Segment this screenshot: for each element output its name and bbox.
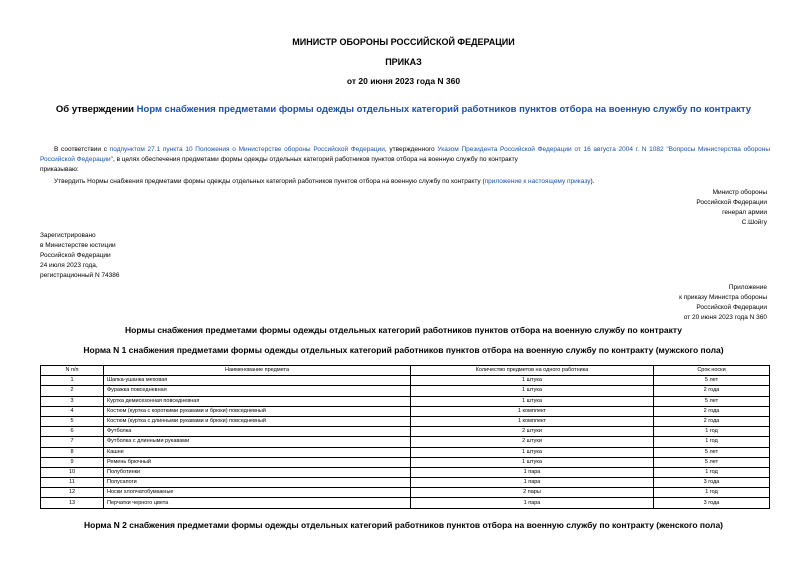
preamble-order-word: приказываю: (40, 166, 79, 173)
table-row (41, 386, 770, 396)
cell-number: 12 (41, 488, 104, 498)
cell-quantity: 1 штука (411, 376, 654, 386)
cell-number: 9 (41, 457, 104, 467)
cell-item: Ремень брючный (104, 457, 411, 467)
cell-term: 3 года (654, 478, 770, 488)
registration-line: Российской Федерации (40, 252, 111, 259)
table-row (41, 427, 770, 437)
doc-title (0, 104, 807, 115)
approve-text-1: Утвердить Нормы снабжения предметами формы одежды отдельных категорий работников пунктов отбора на военную службу по контракту ( (54, 178, 485, 185)
signature-line: С.Шойгу (741, 219, 767, 226)
table-row (41, 437, 770, 447)
ministry-heading: МИНИСТР ОБОРОНЫ РОССИЙСКОЙ ФЕДЕРАЦИИ (292, 37, 515, 47)
registration-line: 24 июля 2023 года, (40, 262, 98, 269)
norms-title: Нормы снабжения предметами формы одежды отдельных категорий работников пунктов отбора на военную службу по контракту (125, 325, 682, 335)
registration-block (40, 231, 120, 281)
registration-line: Зарегистрировано (40, 232, 96, 239)
column-header-number: N п/п (41, 366, 104, 376)
cell-term: 5 лет (654, 396, 770, 406)
cell-quantity: 2 штуки (411, 437, 654, 447)
signature-line: Министр обороны (712, 189, 767, 196)
norm2-title: Норма N 2 снабжения предметами формы одежды отдельных категорий работников пунктов отбора на военную службу по контракту (женского пола) (83, 520, 723, 530)
signature-block (696, 188, 767, 228)
table-row (41, 457, 770, 467)
table-row (41, 447, 770, 457)
cell-quantity: 1 штука (411, 386, 654, 396)
cell-number: 11 (41, 478, 104, 488)
appendix-line: Приложение (728, 284, 767, 291)
cell-term: 5 лет (654, 457, 770, 467)
doc-title-prefix: Об утверждении (55, 104, 137, 115)
table-row (41, 376, 770, 386)
preamble-link-regulation[interactable]: подпунктом 27.1 пункта 10 Положения о Министерстве обороны Российской Федерации (109, 146, 385, 153)
cell-item: Футболка с длинными рукавами (104, 437, 411, 447)
cell-term: 5 лет (654, 376, 770, 386)
preamble-text-1: В соответствии с (54, 146, 110, 153)
cell-number: 8 (41, 447, 104, 457)
cell-item: Полусапоги (104, 478, 411, 488)
cell-quantity: 1 штука (411, 396, 654, 406)
cell-item: Фуражка повседневная (104, 386, 411, 396)
cell-number: 4 (41, 406, 104, 416)
registration-line: в Министерстве юстиции (40, 242, 116, 249)
registration-line: регистрационный N 74386 (40, 272, 120, 279)
doc-type-heading: ПРИКАЗ (385, 57, 422, 67)
table-row (41, 498, 770, 508)
cell-number: 10 (41, 467, 104, 477)
cell-item: Полуботинки (104, 467, 411, 477)
norm1-title: Норма N 1 снабжения предметами формы одежды отдельных категорий работников пунктов отбора на военную службу по контракту (мужского пола) (83, 345, 724, 355)
column-header-item: Наименование предмета (104, 366, 411, 376)
cell-quantity: 1 пара (411, 498, 654, 508)
appendix-line: Российской Федерации (696, 304, 767, 311)
cell-number: 5 (41, 416, 104, 426)
cell-term: 2 года (654, 386, 770, 396)
cell-item: Костюм (куртка с длинными рукавами и брюки) повседневный (104, 416, 411, 426)
cell-quantity: 1 штука (411, 457, 654, 467)
appendix-line: от 20 июня 2023 года N 360 (683, 314, 767, 321)
cell-term: 2 года (654, 416, 770, 426)
cell-number: 3 (41, 396, 104, 406)
doc-date-number: от 20 июня 2023 года N 360 (346, 76, 461, 86)
cell-number: 1 (41, 376, 104, 386)
column-header-quantity: Количество предметов на одного работника (411, 366, 654, 376)
signature-line: генерал армии (722, 209, 767, 216)
preamble-text-3: , в целях обеспечения предметами формы одежды отдельных категорий работников пунктов отбора на военную службу по контракту (113, 156, 518, 163)
preamble-link-decree[interactable]: Указом Президента Российской Федерации от 16 августа 2004 г. N 1082 "Вопросы Министерства обороны Российской Федерации" (40, 146, 771, 163)
cell-number: 7 (41, 437, 104, 447)
approve-text-2: ). (590, 178, 595, 185)
table-row (41, 416, 770, 426)
table-row (41, 478, 770, 488)
table-row (41, 406, 770, 416)
cell-number: 6 (41, 427, 104, 437)
cell-quantity: 1 комплект (411, 416, 654, 426)
table-row (41, 467, 770, 477)
preamble-text-2: , утвержденного (384, 146, 438, 153)
cell-quantity: 1 пара (411, 478, 654, 488)
norm1-table (40, 365, 770, 509)
cell-quantity: 2 пары (411, 488, 654, 498)
cell-term: 2 года (654, 406, 770, 416)
cell-quantity: 1 штука (411, 447, 654, 457)
cell-item: Перчатки черного цвета (104, 498, 411, 508)
doc-title-link[interactable]: Норм снабжения предметами формы одежды отдельных категорий работников пунктов отбора на военную службу по контракту (136, 104, 752, 115)
cell-term: 1 год (654, 467, 770, 477)
cell-item: Куртка демисезонная повседневная (104, 396, 411, 406)
cell-quantity: 2 штуки (411, 427, 654, 437)
cell-item: Футболка (104, 427, 411, 437)
table-row (41, 488, 770, 498)
cell-term: 1 год (654, 488, 770, 498)
cell-quantity: 1 комплект (411, 406, 654, 416)
approve-appendix-link[interactable]: приложение к настоящему приказу (484, 178, 591, 185)
table-row (41, 396, 770, 406)
cell-item: Костюм (куртка с короткими рукавами и брюки) повседневный (104, 406, 411, 416)
cell-number: 2 (41, 386, 104, 396)
cell-term: 3 года (654, 498, 770, 508)
approve-paragraph (54, 177, 774, 187)
table-header-row (41, 366, 770, 376)
appendix-line: к приказу Министра обороны (679, 294, 767, 301)
cell-item: Носки хлопчатобумажные (104, 488, 411, 498)
appendix-block (679, 283, 767, 323)
column-header-term: Срок носки (654, 366, 770, 376)
cell-term: 5 лет (654, 447, 770, 457)
cell-term: 1 год (654, 437, 770, 447)
preamble-paragraph (40, 145, 770, 175)
cell-term: 1 год (654, 427, 770, 437)
signature-line: Российской Федерации (696, 199, 767, 206)
cell-number: 13 (41, 498, 104, 508)
cell-quantity: 1 пара (411, 467, 654, 477)
cell-item: Шапка-ушанка меховая (104, 376, 411, 386)
cell-item: Кашне (104, 447, 411, 457)
